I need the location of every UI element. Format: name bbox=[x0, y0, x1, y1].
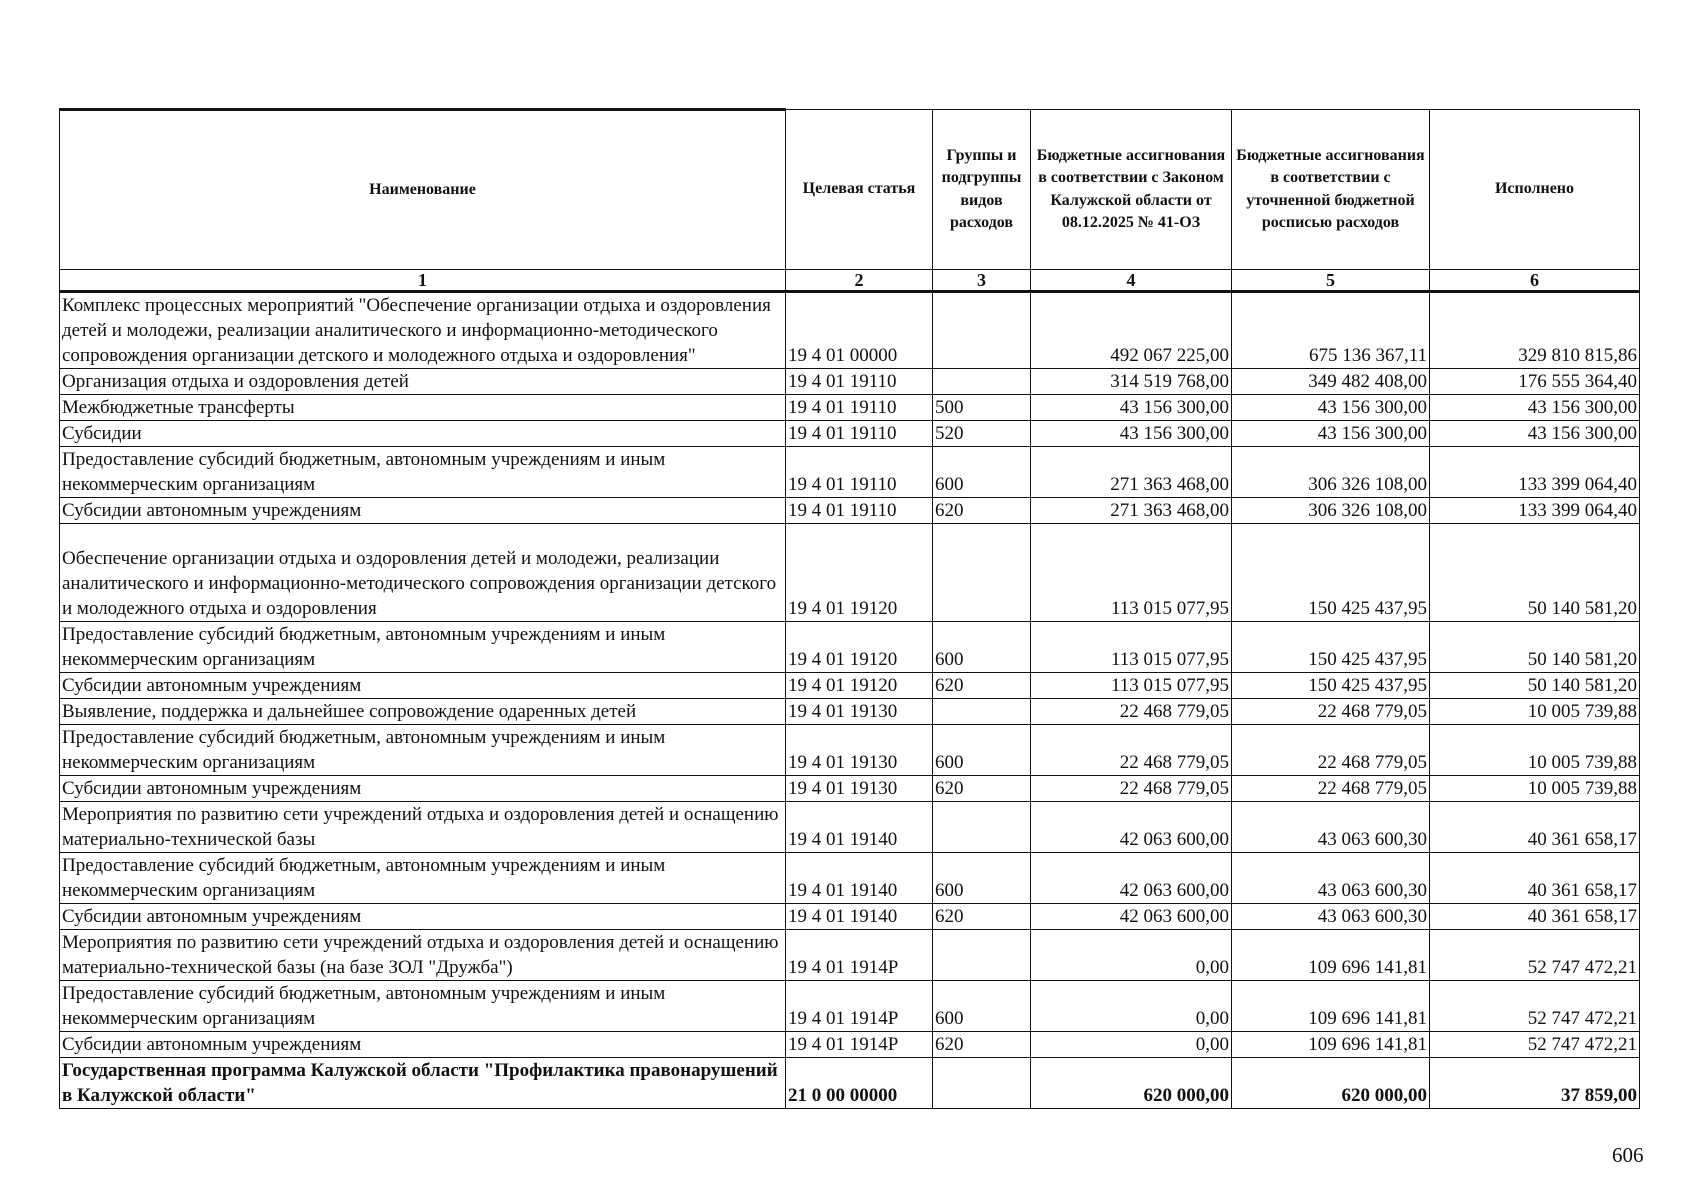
header-row bbox=[60, 110, 1640, 270]
row-executed-amount: 40 361 658,17 bbox=[1430, 904, 1640, 930]
header-revised-allocations: Бюджетные ассигнования в соответствии с уточненной бюджетной росписью расходов bbox=[1232, 110, 1430, 270]
row-revised-amount: 43 063 600,30 bbox=[1232, 853, 1430, 904]
table-row bbox=[60, 421, 1640, 447]
row-name: Субсидии автономным учреждениям bbox=[60, 498, 786, 524]
row-name: Предоставление субсидий бюджетным, автономным учреждениям и иным некоммерческим организациям bbox=[60, 853, 786, 904]
row-expense-group: 500 bbox=[933, 395, 1031, 421]
row-target-article: 19 4 01 19110 bbox=[786, 421, 933, 447]
row-target-article: 19 4 01 19120 bbox=[786, 673, 933, 699]
table-row bbox=[60, 622, 1640, 673]
row-expense-group: 620 bbox=[933, 776, 1031, 802]
row-executed-amount: 50 140 581,20 bbox=[1430, 622, 1640, 673]
table-row bbox=[60, 498, 1640, 524]
row-executed-amount: 10 005 739,88 bbox=[1430, 725, 1640, 776]
row-name: Государственная программа Калужской области "Профилактика правонарушений в Калужской области" bbox=[60, 1058, 786, 1109]
table-row bbox=[60, 853, 1640, 904]
row-target-article: 19 4 01 19140 bbox=[786, 853, 933, 904]
row-expense-group: 600 bbox=[933, 853, 1031, 904]
row-target-article: 19 4 01 1914Р bbox=[786, 981, 933, 1032]
row-name: Субсидии bbox=[60, 421, 786, 447]
column-number-row bbox=[60, 270, 1640, 292]
page-number: 606 bbox=[1612, 1143, 1644, 1167]
row-name: Мероприятия по развитию сети учреждений отдыха и оздоровления детей и оснащению материально-технической базы bbox=[60, 802, 786, 853]
row-executed-amount: 133 399 064,40 bbox=[1430, 498, 1640, 524]
table-row bbox=[60, 1032, 1640, 1058]
column-number: 6 bbox=[1430, 270, 1640, 292]
row-executed-amount: 52 747 472,21 bbox=[1430, 981, 1640, 1032]
row-executed-amount: 52 747 472,21 bbox=[1430, 930, 1640, 981]
row-target-article: 19 4 01 19140 bbox=[786, 802, 933, 853]
row-target-article: 19 4 01 1914Р bbox=[786, 1032, 933, 1058]
row-law-amount: 314 519 768,00 bbox=[1031, 369, 1232, 395]
row-executed-amount: 52 747 472,21 bbox=[1430, 1032, 1640, 1058]
row-target-article: 19 4 01 19140 bbox=[786, 904, 933, 930]
row-expense-group: 620 bbox=[933, 904, 1031, 930]
row-expense-group: 600 bbox=[933, 981, 1031, 1032]
row-name: Субсидии автономным учреждениям bbox=[60, 904, 786, 930]
row-law-amount: 113 015 077,95 bbox=[1031, 524, 1232, 622]
row-law-amount: 22 468 779,05 bbox=[1031, 699, 1232, 725]
row-target-article: 19 4 01 19110 bbox=[786, 498, 933, 524]
row-expense-group bbox=[933, 699, 1031, 725]
row-name: Организация отдыха и оздоровления детей bbox=[60, 369, 786, 395]
row-revised-amount: 306 326 108,00 bbox=[1232, 498, 1430, 524]
table-row bbox=[60, 369, 1640, 395]
row-target-article: 21 0 00 00000 bbox=[786, 1058, 933, 1109]
row-revised-amount: 620 000,00 bbox=[1232, 1058, 1430, 1109]
row-executed-amount: 40 361 658,17 bbox=[1430, 853, 1640, 904]
row-expense-group: 600 bbox=[933, 725, 1031, 776]
table-row bbox=[60, 447, 1640, 498]
row-revised-amount: 675 136 367,11 bbox=[1232, 292, 1430, 369]
row-target-article: 19 4 01 19130 bbox=[786, 699, 933, 725]
row-name: Комплекс процессных мероприятий "Обеспечение организации отдыха и оздоровления детей и молодежи, реализации аналитического и информационно-методического сопровождения организации детского и молодежного отдыха и оздоровления" bbox=[60, 292, 786, 369]
row-revised-amount: 109 696 141,81 bbox=[1232, 981, 1430, 1032]
row-revised-amount: 22 468 779,05 bbox=[1232, 699, 1430, 725]
row-law-amount: 0,00 bbox=[1031, 930, 1232, 981]
row-law-amount: 113 015 077,95 bbox=[1031, 622, 1232, 673]
row-law-amount: 43 156 300,00 bbox=[1031, 421, 1232, 447]
row-target-article: 19 4 01 19110 bbox=[786, 395, 933, 421]
row-name: Выявление, поддержка и дальнейшее сопровождение одаренных детей bbox=[60, 699, 786, 725]
row-revised-amount: 109 696 141,81 bbox=[1232, 1032, 1430, 1058]
row-target-article: 19 4 01 00000 bbox=[786, 292, 933, 369]
row-executed-amount: 43 156 300,00 bbox=[1430, 395, 1640, 421]
row-executed-amount: 10 005 739,88 bbox=[1430, 699, 1640, 725]
row-expense-group bbox=[933, 292, 1031, 369]
budget-execution-table bbox=[59, 108, 1640, 1109]
table-row bbox=[60, 395, 1640, 421]
table-row bbox=[60, 776, 1640, 802]
row-revised-amount: 43 156 300,00 bbox=[1232, 421, 1430, 447]
row-expense-group: 600 bbox=[933, 622, 1031, 673]
row-executed-amount: 50 140 581,20 bbox=[1430, 673, 1640, 699]
row-expense-group bbox=[933, 930, 1031, 981]
row-revised-amount: 150 425 437,95 bbox=[1232, 622, 1430, 673]
row-expense-group bbox=[933, 1058, 1031, 1109]
row-executed-amount: 37 859,00 bbox=[1430, 1058, 1640, 1109]
row-law-amount: 42 063 600,00 bbox=[1031, 853, 1232, 904]
table-row bbox=[60, 802, 1640, 853]
row-name: Субсидии автономным учреждениям bbox=[60, 673, 786, 699]
table-row bbox=[60, 524, 1640, 622]
column-number: 3 bbox=[933, 270, 1031, 292]
row-revised-amount: 306 326 108,00 bbox=[1232, 447, 1430, 498]
row-law-amount: 271 363 468,00 bbox=[1031, 498, 1232, 524]
table-row bbox=[60, 1058, 1640, 1109]
row-name: Предоставление субсидий бюджетным, автономным учреждениям и иным некоммерческим организациям bbox=[60, 981, 786, 1032]
header-target-article: Целевая статья bbox=[786, 110, 933, 270]
row-law-amount: 43 156 300,00 bbox=[1031, 395, 1232, 421]
header-executed: Исполнено bbox=[1430, 110, 1640, 270]
row-revised-amount: 43 063 600,30 bbox=[1232, 904, 1430, 930]
row-target-article: 19 4 01 19110 bbox=[786, 369, 933, 395]
row-target-article: 19 4 01 19120 bbox=[786, 524, 933, 622]
row-expense-group bbox=[933, 802, 1031, 853]
row-executed-amount: 43 156 300,00 bbox=[1430, 421, 1640, 447]
table-row bbox=[60, 904, 1640, 930]
row-target-article: 19 4 01 19130 bbox=[786, 725, 933, 776]
row-expense-group: 520 bbox=[933, 421, 1031, 447]
row-revised-amount: 22 468 779,05 bbox=[1232, 725, 1430, 776]
row-revised-amount: 43 156 300,00 bbox=[1232, 395, 1430, 421]
column-number: 4 bbox=[1031, 270, 1232, 292]
row-expense-group: 600 bbox=[933, 447, 1031, 498]
row-expense-group bbox=[933, 369, 1031, 395]
row-expense-group: 620 bbox=[933, 498, 1031, 524]
table-row bbox=[60, 699, 1640, 725]
table-row bbox=[60, 981, 1640, 1032]
table-row bbox=[60, 673, 1640, 699]
header-name: Наименование bbox=[60, 110, 786, 270]
row-executed-amount: 50 140 581,20 bbox=[1430, 524, 1640, 622]
row-law-amount: 113 015 077,95 bbox=[1031, 673, 1232, 699]
row-revised-amount: 150 425 437,95 bbox=[1232, 673, 1430, 699]
row-name: Обеспечение организации отдыха и оздоровления детей и молодежи, реализации аналитического и информационно-методического сопровождения организации детского и молодежного отдыха и оздоровления bbox=[60, 524, 786, 622]
row-executed-amount: 176 555 364,40 bbox=[1430, 369, 1640, 395]
row-name: Субсидии автономным учреждениям bbox=[60, 1032, 786, 1058]
header-law-allocations: Бюджетные ассигнования в соответствии с Законом Калужской области от 08.12.2025 № 41-ОЗ bbox=[1031, 110, 1232, 270]
row-target-article: 19 4 01 1914Р bbox=[786, 930, 933, 981]
row-revised-amount: 109 696 141,81 bbox=[1232, 930, 1430, 981]
table-row bbox=[60, 725, 1640, 776]
row-law-amount: 22 468 779,05 bbox=[1031, 725, 1232, 776]
row-law-amount: 0,00 bbox=[1031, 1032, 1232, 1058]
header-expense-groups: Группы и подгруппы видов расходов bbox=[933, 110, 1031, 270]
row-revised-amount: 43 063 600,30 bbox=[1232, 802, 1430, 853]
column-number: 1 bbox=[60, 270, 786, 292]
row-revised-amount: 22 468 779,05 bbox=[1232, 776, 1430, 802]
row-law-amount: 620 000,00 bbox=[1031, 1058, 1232, 1109]
row-target-article: 19 4 01 19120 bbox=[786, 622, 933, 673]
row-name: Предоставление субсидий бюджетным, автономным учреждениям и иным некоммерческим организациям bbox=[60, 622, 786, 673]
row-name: Предоставление субсидий бюджетным, автономным учреждениям и иным некоммерческим организациям bbox=[60, 447, 786, 498]
row-executed-amount: 40 361 658,17 bbox=[1430, 802, 1640, 853]
row-expense-group: 620 bbox=[933, 673, 1031, 699]
row-law-amount: 0,00 bbox=[1031, 981, 1232, 1032]
row-revised-amount: 349 482 408,00 bbox=[1232, 369, 1430, 395]
row-name: Предоставление субсидий бюджетным, автономным учреждениям и иным некоммерческим организациям bbox=[60, 725, 786, 776]
row-target-article: 19 4 01 19110 bbox=[786, 447, 933, 498]
row-executed-amount: 329 810 815,86 bbox=[1430, 292, 1640, 369]
row-name: Мероприятия по развитию сети учреждений отдыха и оздоровления детей и оснащению материально-технической базы (на базе ЗОЛ "Дружба") bbox=[60, 930, 786, 981]
row-law-amount: 22 468 779,05 bbox=[1031, 776, 1232, 802]
row-law-amount: 42 063 600,00 bbox=[1031, 802, 1232, 853]
row-executed-amount: 10 005 739,88 bbox=[1430, 776, 1640, 802]
table-row bbox=[60, 930, 1640, 981]
row-executed-amount: 133 399 064,40 bbox=[1430, 447, 1640, 498]
row-expense-group bbox=[933, 524, 1031, 622]
row-name: Межбюджетные трансферты bbox=[60, 395, 786, 421]
row-target-article: 19 4 01 19130 bbox=[786, 776, 933, 802]
table-body bbox=[60, 292, 1640, 1109]
row-expense-group: 620 bbox=[933, 1032, 1031, 1058]
column-number: 2 bbox=[786, 270, 933, 292]
row-revised-amount: 150 425 437,95 bbox=[1232, 524, 1430, 622]
table-row bbox=[60, 292, 1640, 369]
row-law-amount: 271 363 468,00 bbox=[1031, 447, 1232, 498]
row-law-amount: 492 067 225,00 bbox=[1031, 292, 1232, 369]
row-law-amount: 42 063 600,00 bbox=[1031, 904, 1232, 930]
column-number: 5 bbox=[1232, 270, 1430, 292]
row-name: Субсидии автономным учреждениям bbox=[60, 776, 786, 802]
